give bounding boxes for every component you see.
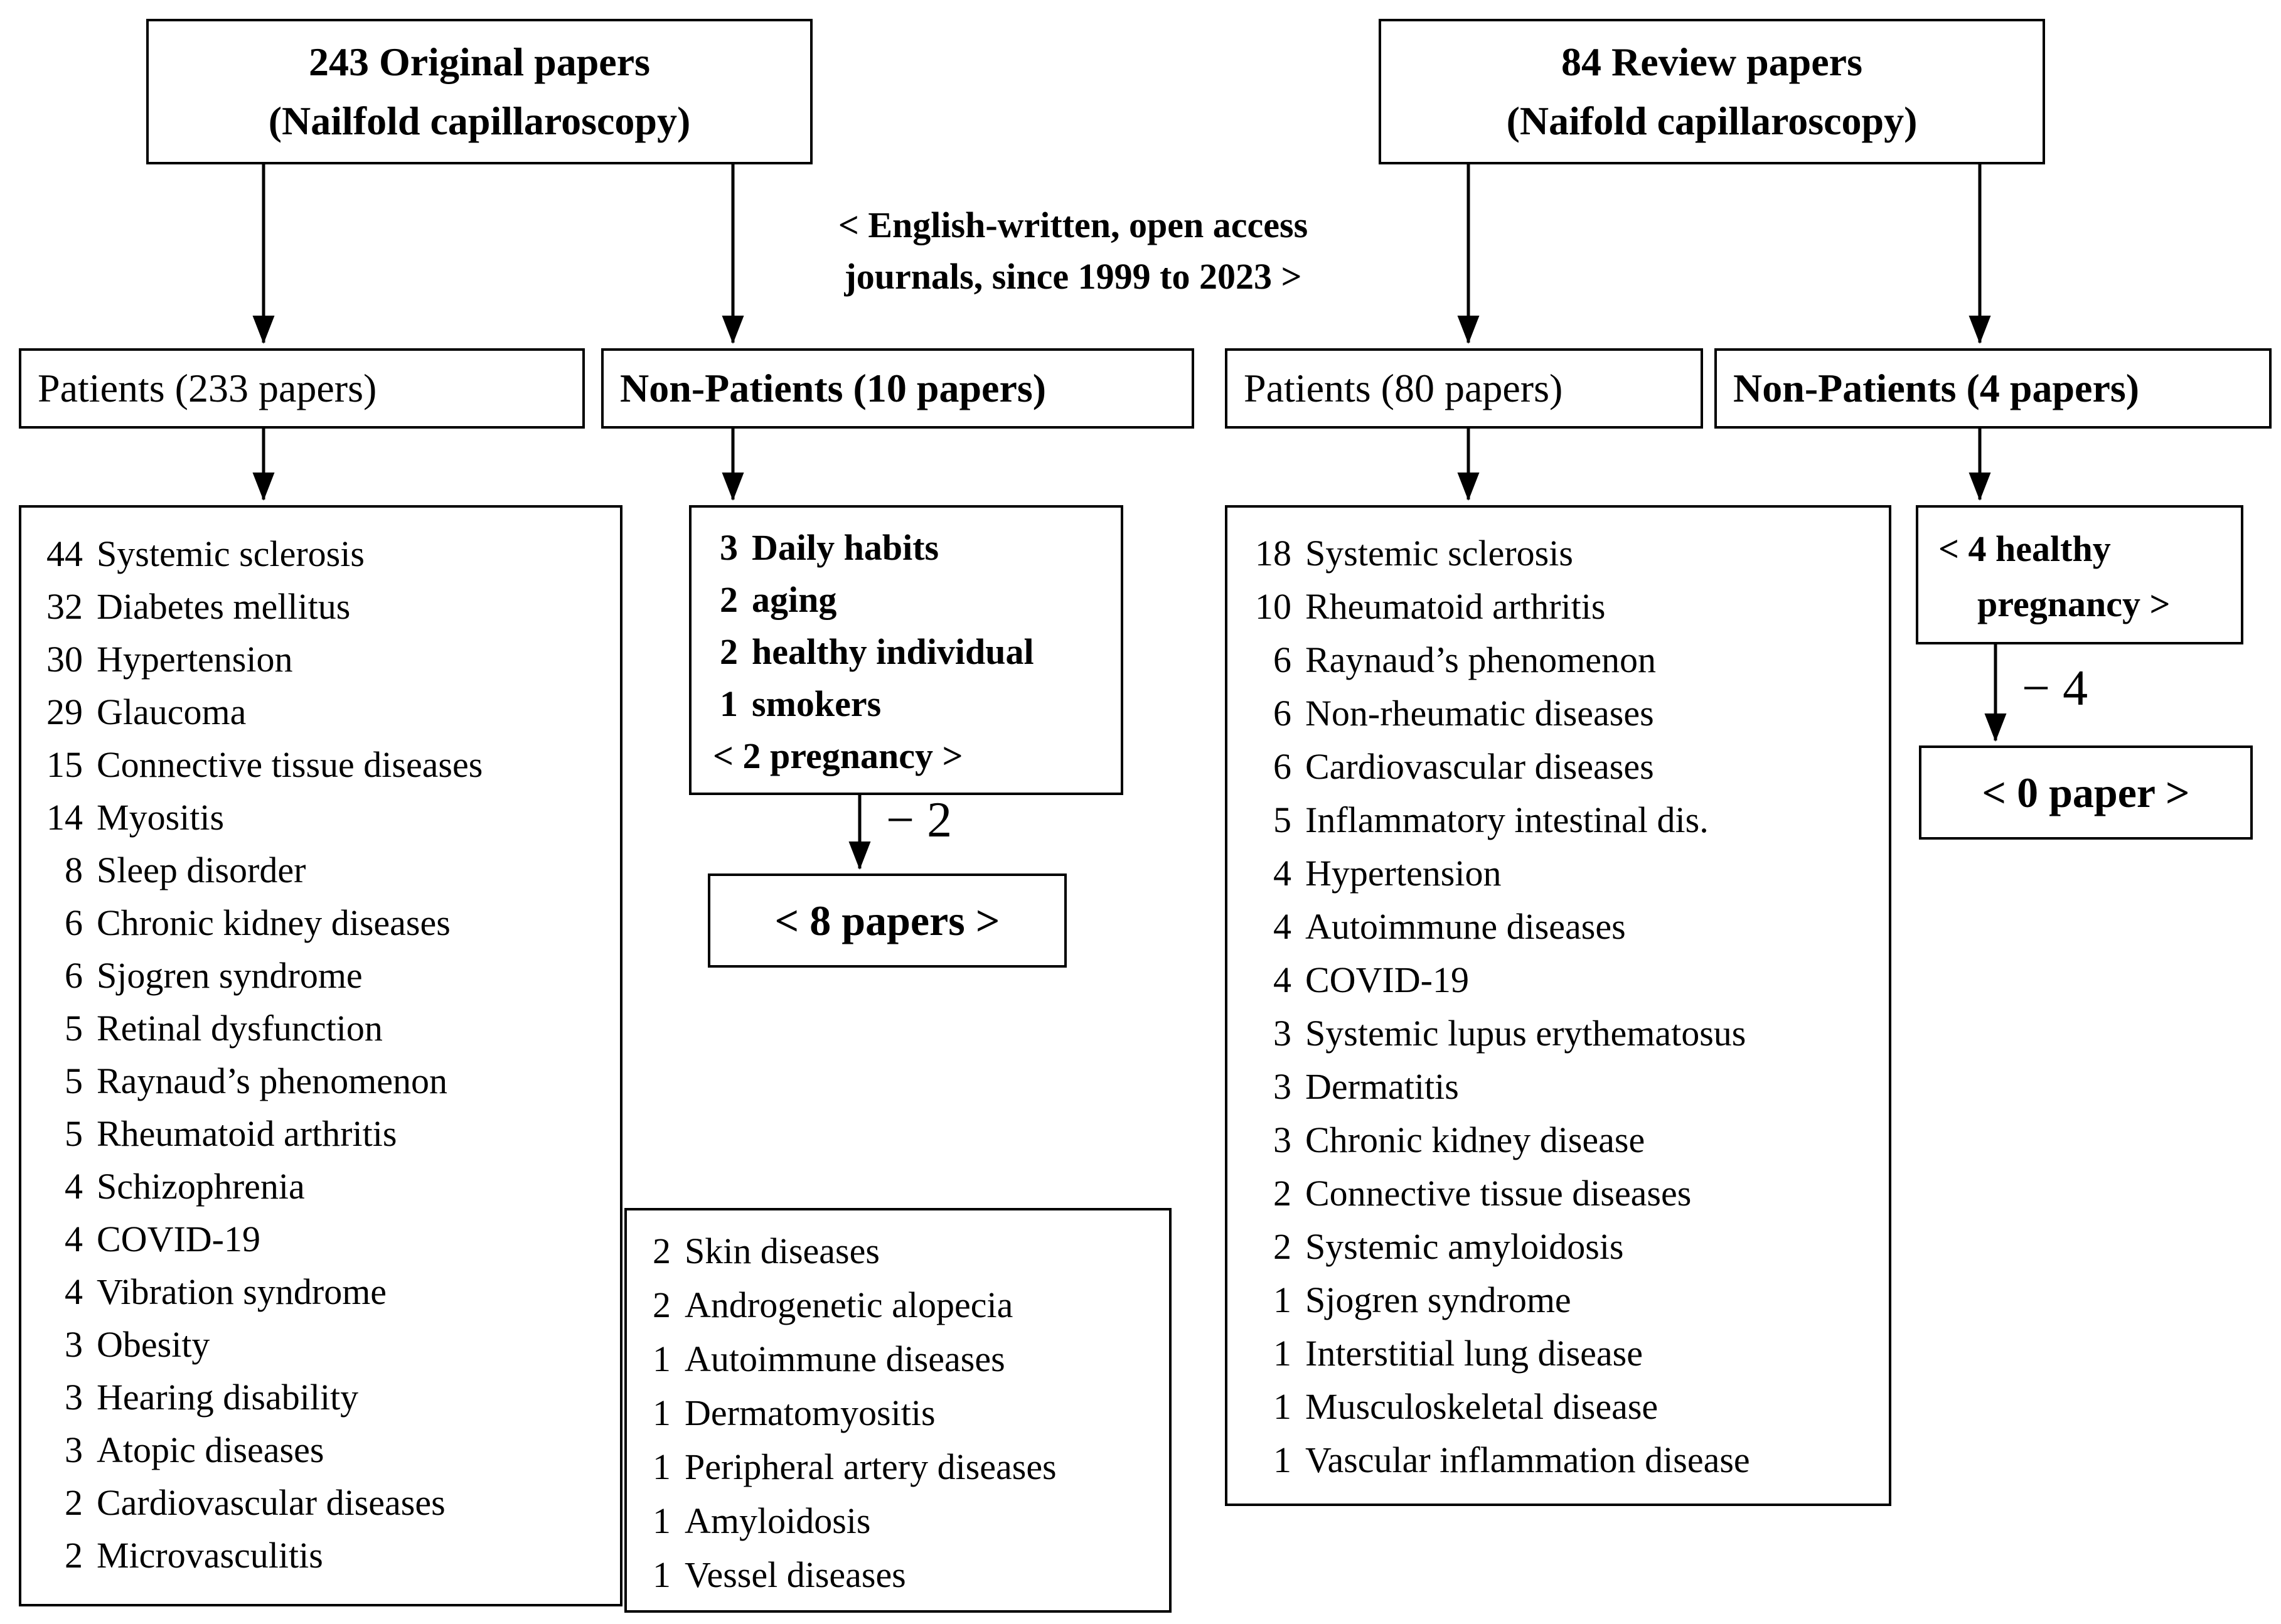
patients-original-box xyxy=(19,348,585,429)
list-item: 3 Daily habits xyxy=(720,527,939,568)
list-item: 6 Raynaud’s phenomenon xyxy=(1273,639,1656,680)
list-item: 1 Vascular inflammation disease xyxy=(1273,1440,1750,1480)
list-item: 15 Connective tissue diseases xyxy=(46,744,483,785)
list-item: 1 Dermatomyositis xyxy=(653,1392,936,1433)
list-item: 4 COVID-19 xyxy=(1273,959,1469,1000)
list-item: 1 smokers xyxy=(720,683,882,724)
list-item: 2 Systemic amyloidosis xyxy=(1273,1226,1624,1267)
result-8-papers-box xyxy=(708,873,1067,968)
list-item: 4 COVID-19 xyxy=(65,1219,260,1259)
subtract-2-label: − 2 xyxy=(886,793,953,848)
list-item: 4 Vibration syndrome xyxy=(65,1271,387,1312)
healthy-pregnancy-box xyxy=(1916,505,2243,644)
list-item: 5 Retinal dysfunction xyxy=(65,1008,383,1049)
list-item: 6 Non-rheumatic diseases xyxy=(1273,693,1654,734)
list-item: 1 Amyloidosis xyxy=(653,1500,871,1541)
list-item: 4 Autoimmune diseases xyxy=(1273,906,1626,947)
list-item: 5 Raynaud’s phenomenon xyxy=(65,1060,447,1101)
list-item: 29 Glaucoma xyxy=(46,692,247,732)
list-item: < 2 pregnancy > xyxy=(713,735,963,776)
list-item: 4 Hypertension xyxy=(1273,853,1502,894)
list-item: 3 Chronic kidney disease xyxy=(1273,1119,1645,1160)
list-item: 3 Systemic lupus erythematosus xyxy=(1273,1013,1746,1054)
list-item: 2 Microvasculitis xyxy=(65,1535,323,1576)
list-item: 1 Vessel diseases xyxy=(653,1554,906,1595)
list-item: 10 Rheumatoid arthritis xyxy=(1255,586,1606,627)
list-item: 1 Interstitial lung disease xyxy=(1273,1333,1643,1374)
list-item: 6 Cardiovascular diseases xyxy=(1273,746,1654,787)
list-item: 2 Skin diseases xyxy=(653,1231,880,1271)
result-0-paper-box xyxy=(1919,745,2253,840)
list-item: 3 Atopic diseases xyxy=(65,1429,324,1470)
result-8-papers-label: < 8 papers > xyxy=(774,896,1000,944)
subtract-4-label: − 4 xyxy=(2022,661,2088,716)
list-item: 44 Systemic sclerosis xyxy=(46,533,365,574)
list-item: 30 Hypertension xyxy=(46,639,293,680)
list-item: 6 Chronic kidney diseases xyxy=(65,902,451,943)
nonpatients-original-box xyxy=(601,348,1194,429)
filter-note-line2: journals, since 1999 to 2023 > xyxy=(844,256,1302,297)
patients-review-box xyxy=(1225,348,1703,429)
list-item: 1 Autoimmune diseases xyxy=(653,1338,1005,1379)
original-papers-title-line1: 243 Original papers xyxy=(308,40,651,84)
patients-original-disease-list-continued xyxy=(624,1208,1172,1613)
list-item: 2 Connective tissue diseases xyxy=(1273,1173,1692,1214)
review-papers-title-line1: 84 Review papers xyxy=(1561,40,1862,84)
list-item: 3 Obesity xyxy=(65,1324,210,1365)
list-item: 1 Peripheral artery diseases xyxy=(653,1446,1057,1487)
list-item: 4 Schizophrenia xyxy=(65,1166,305,1207)
list-item: 3 Dermatitis xyxy=(1273,1066,1459,1107)
list-item: 8 Sleep disorder xyxy=(65,850,306,890)
patients-review-label: Patients (80 papers) xyxy=(1244,366,1563,410)
list-item: 2 healthy individual xyxy=(720,631,1034,672)
patients-original-label: Patients (233 papers) xyxy=(38,366,377,410)
list-item: 1 Sjogren syndrome xyxy=(1273,1279,1571,1320)
list-item: 32 Diabetes mellitus xyxy=(46,586,351,627)
list-item: 2 Cardiovascular diseases xyxy=(65,1482,446,1523)
nonpatients-original-habit-list xyxy=(689,505,1123,795)
list-item: 18 Systemic sclerosis xyxy=(1255,533,1573,574)
result-0-paper-label: < 0 paper > xyxy=(1982,768,2190,816)
list-item: 6 Sjogren syndrome xyxy=(65,955,363,996)
list-item: 14 Myositis xyxy=(46,797,225,838)
healthy-pregnancy-line2: pregnancy > xyxy=(1977,584,2171,624)
patients-original-disease-list xyxy=(19,505,622,1606)
original-papers-title-box xyxy=(146,19,813,164)
list-item: 2 aging xyxy=(720,579,837,620)
review-papers-title-line2: (Naifold capillaroscopy) xyxy=(1506,99,1918,143)
filter-note xyxy=(759,200,1387,302)
list-item: 5 Rheumatoid arthritis xyxy=(65,1113,397,1154)
patients-review-disease-list xyxy=(1225,505,1891,1506)
review-papers-title-box xyxy=(1379,19,2045,164)
healthy-pregnancy-line1: < 4 healthy xyxy=(1938,528,2111,569)
original-papers-title-line2: (Nailfold capillaroscopy) xyxy=(268,99,691,143)
nonpatients-original-label: Non-Patients (10 papers) xyxy=(620,366,1047,410)
list-item: 3 Hearing disability xyxy=(65,1377,359,1418)
list-item: 5 Inflammatory intestinal dis. xyxy=(1273,799,1709,840)
nonpatients-review-box xyxy=(1714,348,2272,429)
nonpatients-review-label: Non-Patients (4 papers) xyxy=(1733,366,2140,410)
filter-note-line1: < English-written, open access xyxy=(838,205,1308,245)
list-item: 1 Musculoskeletal disease xyxy=(1273,1386,1659,1427)
list-item: 2 Androgenetic alopecia xyxy=(653,1285,1013,1325)
